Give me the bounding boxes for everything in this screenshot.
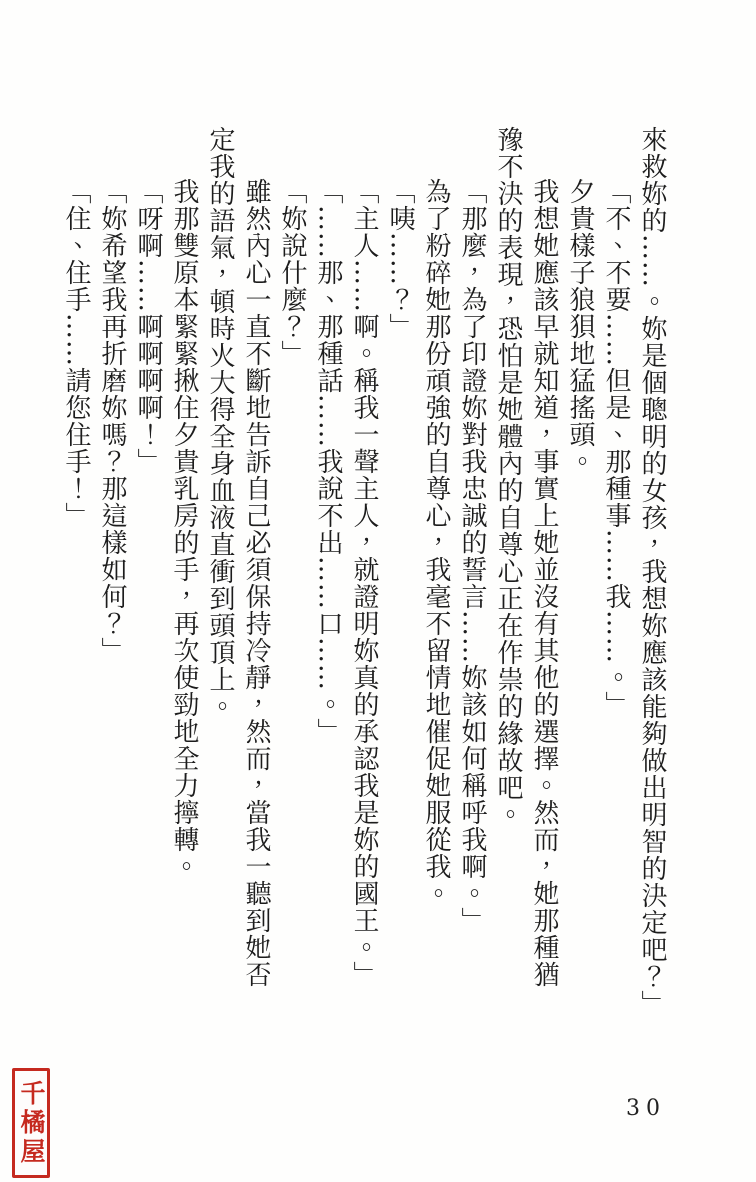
paragraph-line: 「妳說什麼？」 <box>277 178 307 367</box>
page-number: 30 <box>626 1096 666 1121</box>
paragraph-line: 「那麼，為了印證妳對我忠誠的誓言……妳該如何稱呼我啊。」 <box>457 178 487 934</box>
paragraph-line: 我想她應該早就知道，事實上她並沒有其他的選擇。然而，她那種猶豫不決的表現，恐怕是她體內的自尊心正在作祟的緣故吧。 <box>493 126 559 988</box>
publisher-seal-stamp <box>12 1068 50 1178</box>
paragraph-line: 「呀啊……啊啊啊啊！」 <box>133 178 163 475</box>
paragraph-line: 「主人……啊。稱我一聲主人，就證明妳真的承認我是妳的國王。」 <box>349 178 379 988</box>
paragraph-line: 「妳希望我再折磨妳嗎？那這樣如何？」 <box>97 178 127 664</box>
paragraph-line: 「咦……？」 <box>385 178 415 340</box>
paragraph-line: 「不、不要……但是、那種事……我……。」 <box>601 178 631 718</box>
seal-text: 千橘屋 <box>17 1079 46 1167</box>
paragraph-line: 雖然內心一直不斷地告訴自己必須保持冷靜，然而，當我一聽到她否定我的語氣，頓時火大得全身血液直衝到頭頂上。 <box>205 126 271 988</box>
paragraph-line: 夕貴樣子狼狽地猛搖頭。 <box>565 178 595 475</box>
paragraph-line: 「……那、那種話……我說不出……口……。」 <box>313 178 343 745</box>
paragraph-line: 「住、住手……請您住手！」 <box>61 178 91 529</box>
body-text <box>48 126 670 1017</box>
paragraph-line: 我那雙原本緊緊揪住夕貴乳房的手，再次使勁地全力擰轉。 <box>169 178 199 880</box>
paragraph-line: 為了粉碎她那份頑強的自尊心，我毫不留情地催促她服從我。 <box>421 178 451 907</box>
paragraph-line: 來救妳的……。妳是個聰明的女孩，我想妳應該能夠做出明智的決定吧？」 <box>637 126 667 1017</box>
